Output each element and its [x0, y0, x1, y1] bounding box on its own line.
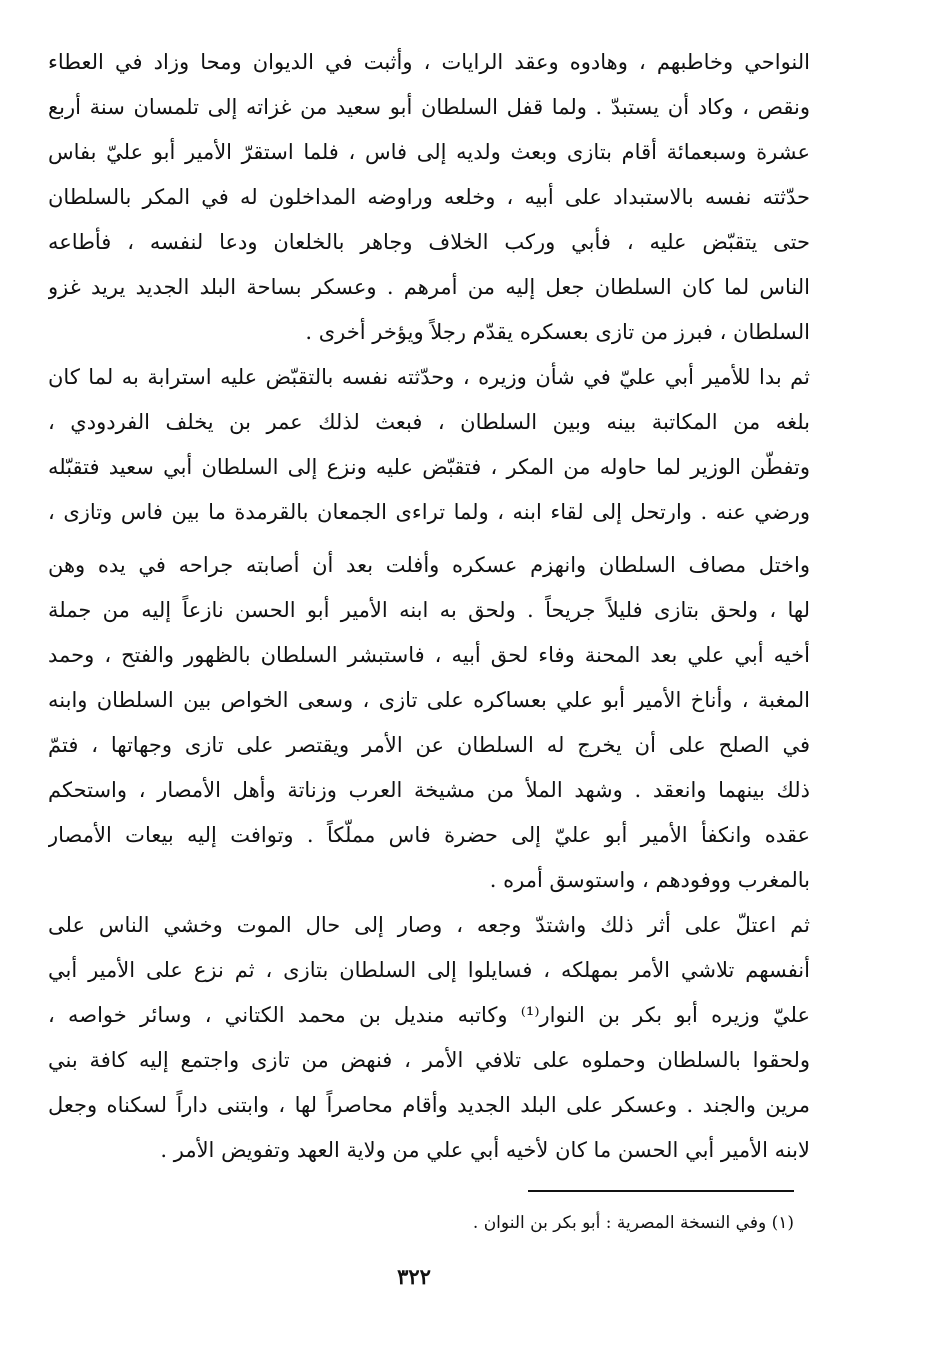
text-line: ثم بدا للأمير أبي عليّ في شأن وزيره ، وحدّثته نفسه بالتقبّض عليه استرابة به لما كان	[48, 365, 810, 389]
text-line: أخيه أبي علي بعد المحنة وفاء لحق أبيه ، فاستبشر السلطان بالظهور والفتح ، وحمد	[48, 643, 810, 667]
text-line: مرين والجند . وعسكر على البلد الجديد وأقام محاصراً لها ، وابتنى داراً لسكناه وجعل	[48, 1093, 810, 1117]
text-line: ثم اعتلّ على أثر ذلك واشتدّ وجعه ، وصار إلى حال الموت وخشي الناس على	[48, 913, 810, 937]
text-line: في الصلح على أن يخرج له السلطان عن الأمر ويقتصر على تازى وجهاتها ، فتمّ	[48, 733, 810, 757]
text-line: الناس لما كان السلطان جعل إليه من أمرهم . وعسكر بساحة البلد الجديد يريد غزو	[48, 275, 810, 299]
text-line: النواحي وخاطبهم ، وهادوه وعقد الرايات ، وأثبت في الديوان ومحا وزاد في العطاء	[48, 50, 810, 74]
text-line: أنفسهم تلاشي الأمر بمهلكه ، فسايلوا إلى السلطان بتازى ، ثم نزع على الأمير أبي	[48, 958, 810, 982]
text-line: واختل مصاف السلطان وانهزم عسكره وأفلت بعد أن أصابته جراحه في يده وهن	[48, 553, 810, 577]
footnote: (١) وفي النسخة المصرية : أبو بكر بن النوان .	[472, 1213, 794, 1233]
text-line: حدّثته نفسه بالاستبداد على أبيه ، وخلعه وراوضه المداخلون له في المكر بالسلطان	[48, 185, 810, 209]
text-line: حتى يتقبّض عليه ، فأبي وركب الخلاف وجاهر بالخلعان ودعا لنفسه ، فأطاعه	[48, 230, 810, 254]
text-line: ورضي عنه . وارتحل إلى لقاء ابنه ، ولما تراءى الجمعان بالقرمدة ما بين فاس وتازى ،	[48, 500, 810, 524]
text-line: بلغه من المكاتبة بينه وبين السلطان ، فبعث لذلك عمر بن يخلف الفردودي ،	[48, 410, 810, 434]
text-line: عقده وانكفأ الأمير أبو عليّ إلى حضرة فاس مملّكاً . وتوافت إليه بيعات الأمصار	[48, 823, 810, 847]
text-line: ونقص ، وكاد أن يستبدّ . ولما قفل السلطان أبو سعيد من غزاته إلى تلمسان سنة أربع	[48, 95, 810, 119]
text-line: عشرة وسبعمائة أقام بتازى وبعث ولديه إلى فاس ، فلما استقرّ الأمير أبو عليّ بفاس	[48, 140, 810, 164]
text-line: السلطان ، فبرز من تازى بعسكره يقدّم رجلاً ويؤخر أخرى .	[305, 320, 810, 344]
text-line: عليّ وزيره أبو بكر بن النوار⁽¹⁾ وكاتبه منديل بن محمد الكتاني ، وسائر خواصه ،	[48, 1003, 810, 1027]
page-number: ٣٢٢	[397, 1264, 431, 1289]
footnote-divider	[528, 1190, 794, 1192]
text-line: المغبة ، وأناخ الأمير أبو علي بعساكره على تازى ، وسعى الخواص بين السلطان وابنه	[48, 688, 810, 712]
text-line: ولحقوا بالسلطان وحملوه على تلافي الأمر ، فنهض من تازى واجتمع إليه كافة بني	[48, 1048, 810, 1072]
text-line: لها ، ولحق بتازى فليلاً جريحاً . ولحق به ابنه الأمير أبو الحسن نازعاً إليه من جملة	[48, 598, 810, 622]
text-line: ذلك بينهما وانعقد . وشهد الملأ من مشيخة العرب وزناتة وأهل الأمصار ، واستحكم	[48, 778, 810, 802]
text-line: لابنه الأمير أبي الحسن ما كان لأخيه أبي علي من ولاية العهد وتفويض الأمر .	[160, 1138, 810, 1162]
main-text	[48, 40, 810, 1173]
text-line: بالمغرب ووفودهم ، واستوسق أمره .	[489, 868, 810, 892]
text-line: وتفطّن الوزير لما حاوله من المكر ، فتقبّض عليه ونزع إلى السلطان أبي سعيد فتقبّله	[48, 455, 810, 479]
